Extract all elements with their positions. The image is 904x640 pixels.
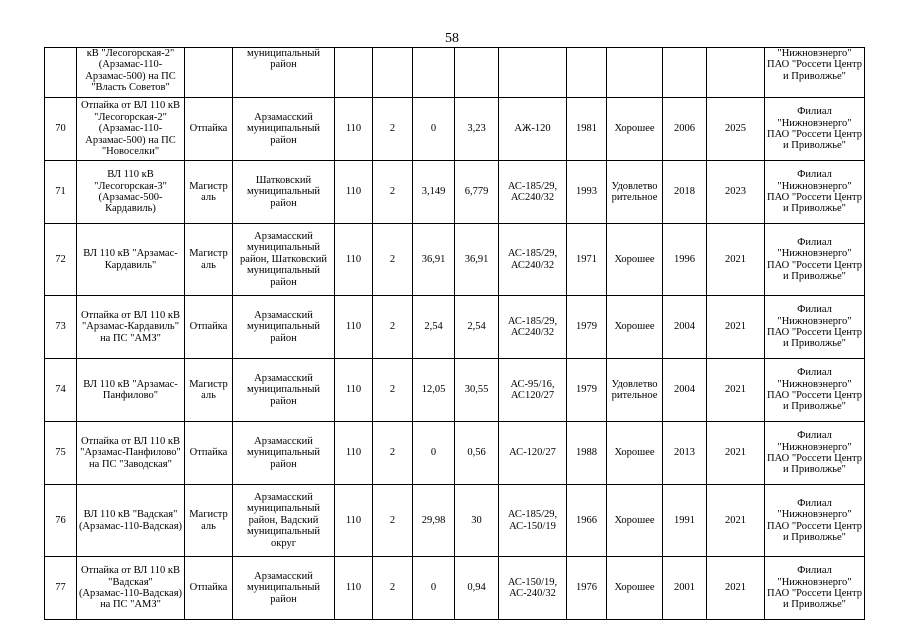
cell-len2: 3,23 [455,98,499,161]
cell-num: 77 [45,557,77,620]
table-body [45,48,865,620]
cell-condition: Хорошее [607,557,663,620]
cell-wire: АС-120/27 [499,422,567,485]
cell-condition: Хорошее [607,98,663,161]
cell-wire: АС-150/19, АС-240/32 [499,557,567,620]
cell-num: 74 [45,359,77,422]
cell-owner: Филиал "Нижновэнерго" ПАО "Россети Центр и Приволжье" [765,422,865,485]
cell-count: 2 [373,161,413,224]
cell-district: Арзамасский муниципальный район [233,557,335,620]
cell-name: кВ "Лесогорская-2" (Арзамас-110-Арзамас-500) на ПС "Власть Советов" [77,48,185,98]
cell-num: 73 [45,296,77,359]
cell-district: Шатковский муниципальный район [233,161,335,224]
cell-year3: 2023 [707,161,765,224]
cell-district: Арзамасский муниципальный район [233,296,335,359]
cell-year: 1976 [567,557,607,620]
cell-year3: 2021 [707,296,765,359]
cell-voltage: 110 [335,161,373,224]
cell-year3: 2021 [707,422,765,485]
cell-name: ВЛ 110 кВ "Арзамас-Панфилово" [77,359,185,422]
cell-wire: АС-185/29, АС240/32 [499,161,567,224]
cell-condition: Хорошее [607,296,663,359]
cell-owner: Филиал "Нижновэнерго" ПАО "Россети Центр и Приволжье" [765,98,865,161]
cell-year2: 2006 [663,98,707,161]
table-row [45,359,865,422]
cell-len2 [455,48,499,98]
cell-type: Магистр аль [185,359,233,422]
cell-owner: Филиал "Нижновэнерго" ПАО "Россети Центр и Приволжье" [765,296,865,359]
cell-wire: АС-95/16, АС120/27 [499,359,567,422]
cell-year: 1988 [567,422,607,485]
cell-owner: Филиал "Нижновэнерго" ПАО "Россети Центр и Приволжье" [765,485,865,557]
cell-year: 1971 [567,224,607,296]
cell-num: 71 [45,161,77,224]
cell-wire [499,48,567,98]
cell-voltage: 110 [335,359,373,422]
cell-district: Арзамасский муниципальный район [233,422,335,485]
cell-year3: 2021 [707,359,765,422]
cell-len1: 12,05 [413,359,455,422]
cell-name: ВЛ 110 кВ "Лесогорская-3" (Арзамас-500-Кардавиль) [77,161,185,224]
table-row [45,557,865,620]
cell-num: 76 [45,485,77,557]
cell-condition [607,48,663,98]
cell-owner: Филиал "Нижновэнерго" ПАО "Россети Центр и Приволжье" [765,224,865,296]
table-row [45,296,865,359]
cell-type: Отпайка [185,557,233,620]
cell-voltage: 110 [335,296,373,359]
cell-len1: 2,54 [413,296,455,359]
cell-year: 1966 [567,485,607,557]
cell-type: Магистр аль [185,485,233,557]
cell-count: 2 [373,224,413,296]
cell-voltage: 110 [335,224,373,296]
cell-len1: 3,149 [413,161,455,224]
cell-count: 2 [373,557,413,620]
cell-len2: 0,94 [455,557,499,620]
cell-type: Отпайка [185,296,233,359]
cell-year3: 2021 [707,224,765,296]
cell-num [45,48,77,98]
cell-type: Отпайка [185,98,233,161]
cell-voltage: 110 [335,557,373,620]
cell-len2: 6,779 [455,161,499,224]
cell-voltage: 110 [335,422,373,485]
cell-condition: Хорошее [607,485,663,557]
table-row [45,98,865,161]
cell-year2 [663,48,707,98]
cell-voltage: 110 [335,98,373,161]
cell-len1: 36,91 [413,224,455,296]
cell-count: 2 [373,359,413,422]
cell-owner: Филиал "Нижновэнерго" ПАО "Россети Центр и Приволжье" [765,359,865,422]
cell-len1: 0 [413,557,455,620]
cell-year3: 2025 [707,98,765,161]
cell-condition: Удовлетво рительное [607,359,663,422]
cell-wire: АЖ-120 [499,98,567,161]
cell-year [567,48,607,98]
cell-condition: Удовлетво рительное [607,161,663,224]
cell-year2: 2004 [663,296,707,359]
cell-name: ВЛ 110 кВ "Арзамас-Кардавиль" [77,224,185,296]
cell-count: 2 [373,296,413,359]
cell-type: Магистр аль [185,224,233,296]
cell-district: Арзамасский муниципальный район [233,98,335,161]
cell-count [373,48,413,98]
cell-year: 1979 [567,296,607,359]
cell-num: 72 [45,224,77,296]
cell-len1: 29,98 [413,485,455,557]
cell-name: Отпайка от ВЛ 110 кВ "Вадская" (Арзамас-110-Вадская) на ПС "АМЗ" [77,557,185,620]
table-row [45,485,865,557]
cell-year2: 2018 [663,161,707,224]
cell-num: 75 [45,422,77,485]
table-row-continued [45,48,865,98]
cell-district: муниципальный район [233,48,335,98]
cell-count: 2 [373,485,413,557]
cell-wire: АС-185/29, АС240/32 [499,296,567,359]
cell-condition: Хорошее [607,422,663,485]
cell-len2: 30,55 [455,359,499,422]
cell-year2: 2001 [663,557,707,620]
cell-owner: Филиал "Нижновэнерго" ПАО "Россети Центр и Приволжье" [765,557,865,620]
cell-type: Магистр аль [185,161,233,224]
cell-voltage [335,48,373,98]
cell-name: Отпайка от ВЛ 110 кВ "Арзамас-Панфилово" на ПС "Заводская" [77,422,185,485]
cell-count: 2 [373,422,413,485]
cell-name: Отпайка от ВЛ 110 кВ "Лесогорская-2" (Арзамас-110-Арзамас-500) на ПС "Новоселки" [77,98,185,161]
cell-len2: 0,56 [455,422,499,485]
cell-owner: "Нижновэнерго" ПАО "Россети Центр и Приволжье" [765,48,865,98]
cell-len2: 36,91 [455,224,499,296]
cell-type [185,48,233,98]
cell-type: Отпайка [185,422,233,485]
cell-year: 1979 [567,359,607,422]
power-lines-table [44,47,865,620]
cell-year3 [707,48,765,98]
cell-year2: 1996 [663,224,707,296]
cell-wire: АС-185/29, АС240/32 [499,224,567,296]
cell-year3: 2021 [707,485,765,557]
cell-district: Арзамасский муниципальный район, Шатковский муниципальный район [233,224,335,296]
cell-len1: 0 [413,98,455,161]
cell-year: 1993 [567,161,607,224]
cell-district: Арзамасский муниципальный район [233,359,335,422]
cell-count: 2 [373,98,413,161]
cell-name: ВЛ 110 кВ "Вадская" (Арзамас-110-Вадская) [77,485,185,557]
table-row [45,422,865,485]
cell-owner: Филиал "Нижновэнерго" ПАО "Россети Центр и Приволжье" [765,161,865,224]
cell-len1 [413,48,455,98]
cell-len2: 2,54 [455,296,499,359]
cell-year2: 1991 [663,485,707,557]
cell-year2: 2004 [663,359,707,422]
table-row [45,161,865,224]
page-number: 58 [445,31,459,46]
cell-year2: 2013 [663,422,707,485]
cell-district: Арзамасский муниципальный район, Вадский муниципальный округ [233,485,335,557]
cell-num: 70 [45,98,77,161]
cell-name: Отпайка от ВЛ 110 кВ "Арзамас-Кардавиль" на ПС "АМЗ" [77,296,185,359]
cell-len1: 0 [413,422,455,485]
cell-year3: 2021 [707,557,765,620]
cell-condition: Хорошее [607,224,663,296]
table-row [45,224,865,296]
cell-wire: АС-185/29, АС-150/19 [499,485,567,557]
cell-year: 1981 [567,98,607,161]
cell-len2: 30 [455,485,499,557]
cell-voltage: 110 [335,485,373,557]
